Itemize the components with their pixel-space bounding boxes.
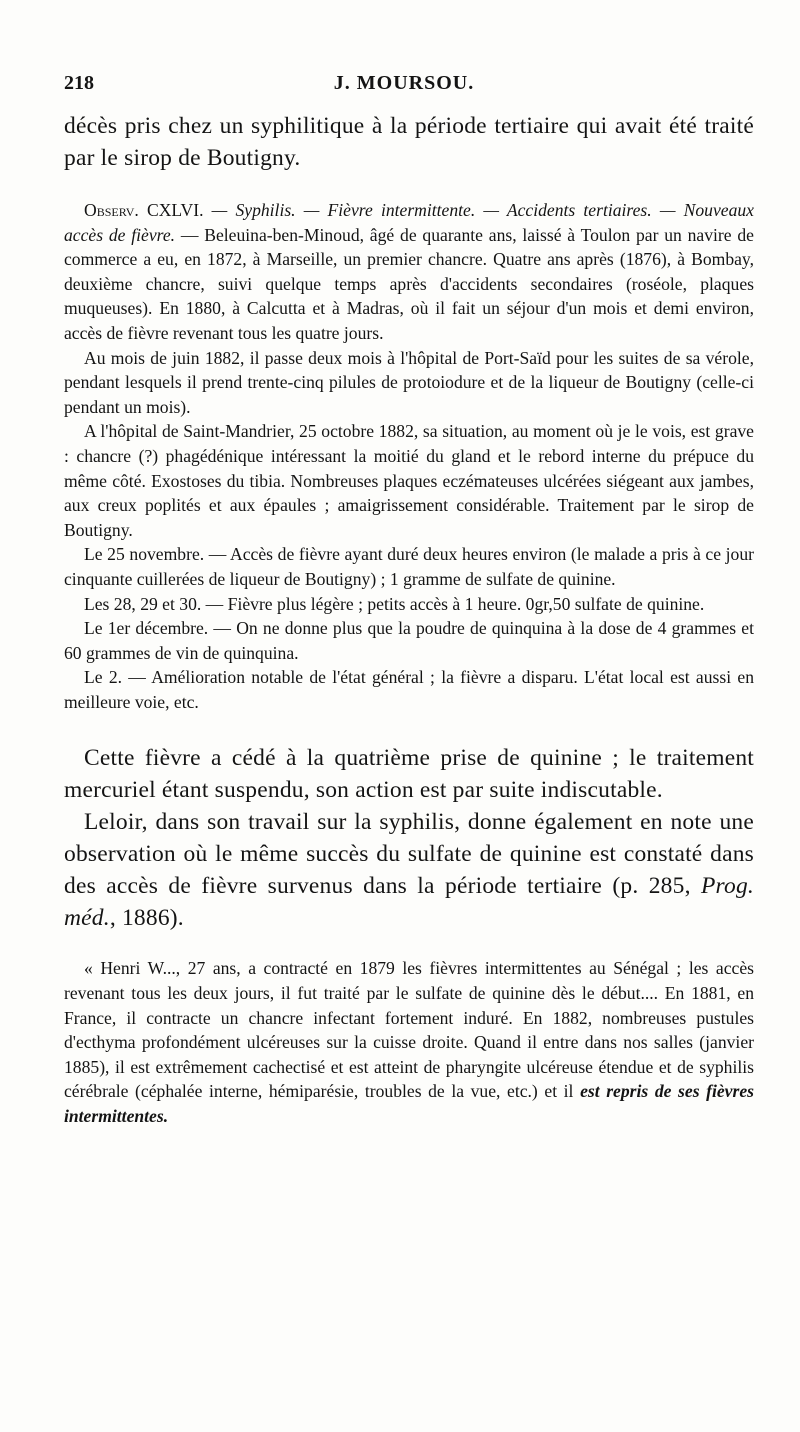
quote-tail: est repris de ses fièvres intermittentes. [64,1081,754,1127]
page-body [64,110,754,1129]
observation-intro-text: — Beleuina-ben-Minoud, âgé de quarante ans, laissé à Toulon par un navire de commerce a eu, en 1872, à Marseille, un premier chancre. Quatre ans après (1876), à Bombay, deuxième chancre, suivi quelque temps après d'accidents secondaires (roséole, plaques muqueuses). En 1880, à Calcutta et à Madras, où il fait un séjour d'un mois et demi environ, accès de fièvre revenant tous les quatre jours. [64,224,754,343]
observation-block [64,198,754,714]
quote-text: « Henri W..., 27 ans, a contracté en 1879 les fièvres intermittentes au Sénégal ; les accès revenant tous les deux jours, il fut traité par le sulfate de quinine dès le début.... En 1881, en France, il contracte un chancre infectant fortement induré. En 1882, nombreuses pustules d'ecthyma profondément ulcéreuses sur la cuisse droite. Quand il entre dans nos salles (janvier 1885), il est extrêmement cachectisé et est atteint de pharyngite ulcéreuse étendue et de syphilis cérébrale (céphalée interne, hémiparésie, troubles de la vue, etc.) et il [64,958,754,1102]
observation-paragraph: A l'hôpital de Saint-Mandrier, 25 octobre 1882, sa situation, au moment où je le vois, est grave : chancre (?) phagédénique intéressant la moitié du gland et le rebord interne du prépuce du même côté. Exostoses du tibia. Nombreuses plaques eczémateuses ulcérées siégeant aux jambes, aux creux poplités et aux épaules ; amaigrissement considérable. Traitement par le sirop de Boutigny. [64,421,754,540]
citation-rest: , 1886). [109,905,184,932]
observation-paragraph: Le 25 novembre. — Accès de fièvre ayant duré deux heures environ (le malade a pris à ce jour cinquante cuillerées de liqueur de Boutigny) ; 1 gramme de sulfate de quinine. [64,544,754,589]
running-title: J. MOURSOU. [333,72,475,94]
observation-label: Observ. CXLVI. [84,200,204,220]
page-number: 218 [64,72,94,94]
discussion-paragraph-citation [64,806,754,934]
observation-paragraph: Le 2. — Amélioration notable de l'état général ; la fièvre a disparu. L'état local est aussi en meilleure voie, etc. [64,667,754,712]
journal-title: Prog. méd. [64,873,754,932]
observation-paragraph: Au mois de juin 1882, il passe deux mois à l'hôpital de Port-Saïd pour les suites de sa vérole, pendant lesquels il prend trente-cinq pilules de protoiodure et de la liqueur de Boutigny (celle-ci pendant un mois). [64,347,754,417]
observation-intro [64,198,754,346]
discussion-paragraph: Cette fièvre a cédé à la quatrième prise de quinine ; le traitement mercuriel étant suspendu, son action est par suite indiscutable. [64,745,754,804]
observation-paragraph: Le 1er décembre. — On ne donne plus que la poudre de quinquina à la dose de 4 grammes et 60 grammes de vin de quinquina. [64,618,754,663]
discussion-text: Leloir, dans son travail sur la syphilis, donne également en note une observation où le même succès du sulfate de quinine est constaté dans des accès de fièvre survenus dans la période tertiaire (p. 285, [64,809,754,900]
running-header [64,72,744,104]
observation-heading: — Syphilis. — Fièvre intermittente. — Accidents tertiaires. — Nouveaux accès de fièvre. [64,200,754,245]
lead-paragraph: décès pris chez un syphilitique à la période tertiaire qui avait été traité par le sirop de Boutigny. [64,113,754,171]
observation-paragraph: Les 28, 29 et 30. — Fièvre plus légère ; petits accès à 1 heure. 0gr,50 sulfate de quinine. [84,593,705,614]
quoted-case [64,956,754,1128]
